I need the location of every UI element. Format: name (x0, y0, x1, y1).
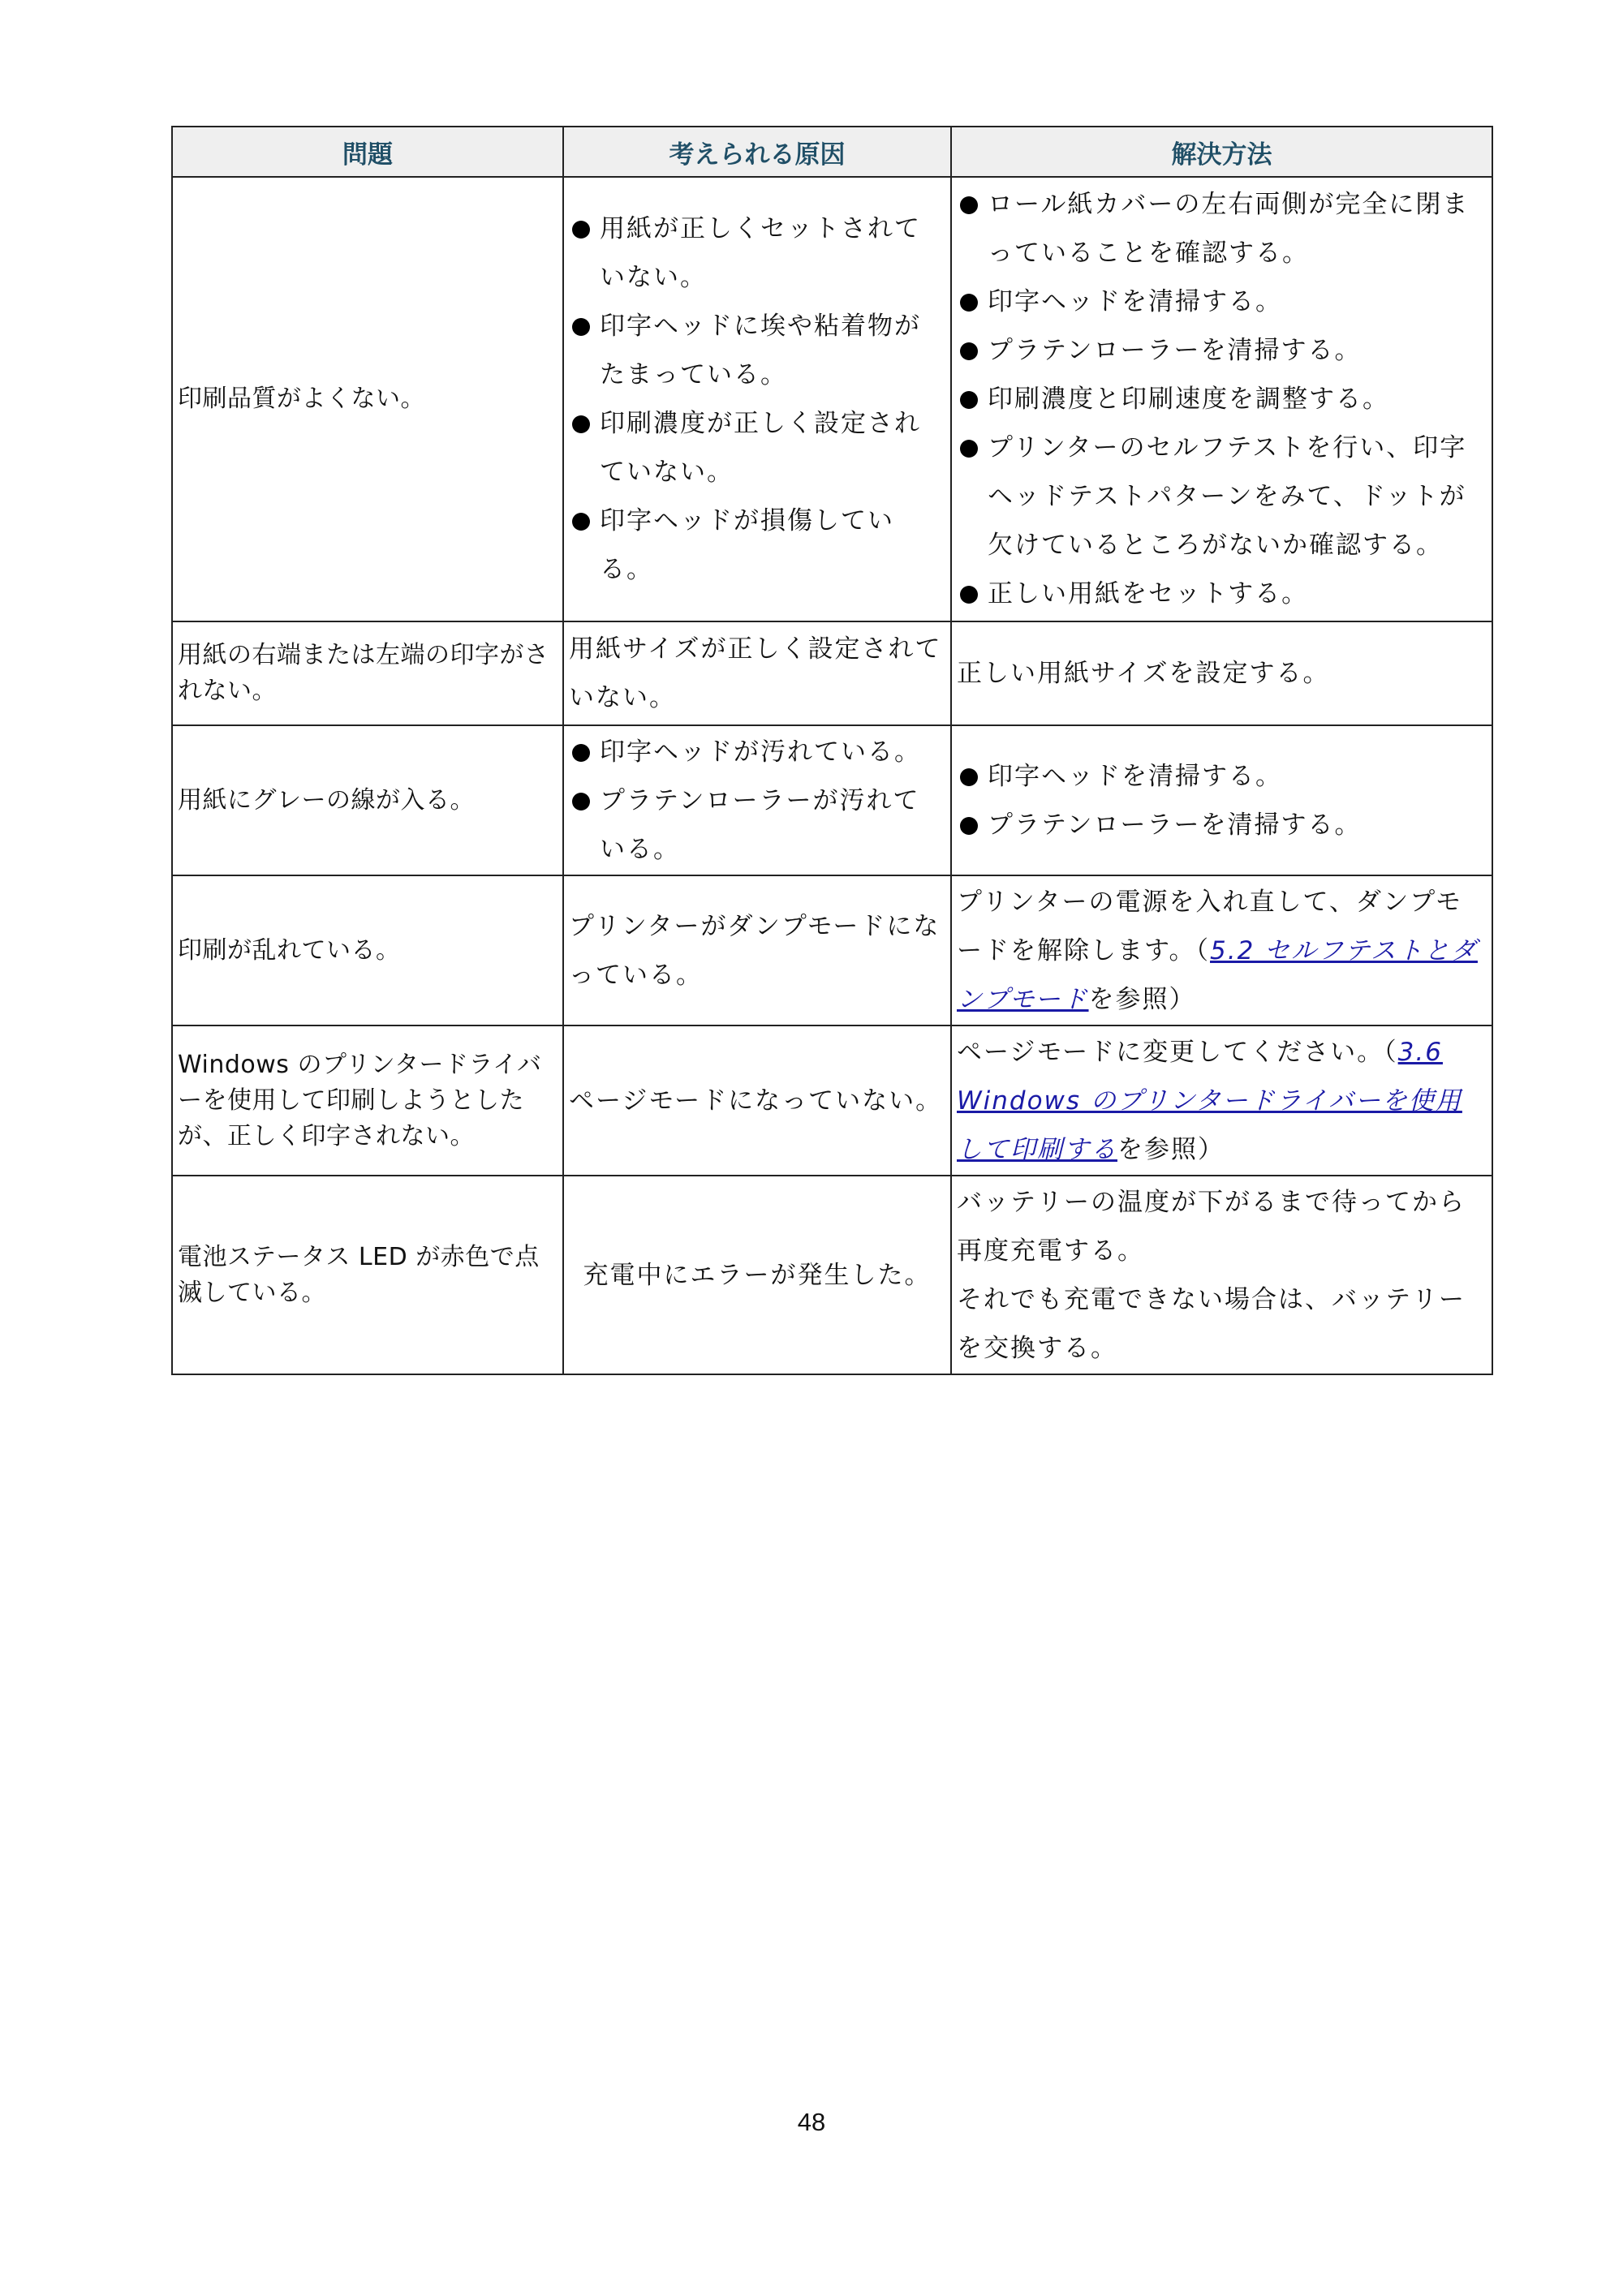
cause-text: 充電中にエラーが発生した。 (583, 1260, 932, 1290)
causes-cell (563, 177, 951, 621)
problem-text: 用紙の右端または左端の印字がされない。 (178, 641, 549, 705)
page-number: 48 (797, 2108, 826, 2136)
table-row (172, 725, 1492, 875)
list-item: プラテンローラーを清掃する。 (957, 801, 1487, 849)
table-row (172, 621, 1492, 725)
header-problem: 問題 (172, 127, 563, 177)
solutions-list (957, 752, 1487, 849)
causes-list (569, 204, 945, 594)
problem-cell (172, 1025, 563, 1176)
solution-text: プリンターの電源を入れ直して、ダンプモードを解除します。（ (957, 887, 1462, 965)
solution-text: ページモードに変更してください。（ (957, 1037, 1398, 1067)
table-row (172, 1176, 1492, 1374)
header-causes: 考えられる原因 (563, 127, 951, 177)
table-row (172, 875, 1492, 1025)
causes-cell (563, 1025, 951, 1176)
list-item: プラテンローラーを清掃する。 (957, 326, 1487, 375)
list-item: プリンターのセルフテストを行い、印字ヘッドテストパターンをみて、ドットが欠けているところがないか確認する。 (957, 424, 1487, 570)
cause-text: プリンターがダンプモードになっている。 (569, 911, 941, 990)
causes-cell (563, 725, 951, 875)
solutions-cell (951, 177, 1492, 621)
troubleshooting-table (171, 126, 1493, 1375)
windows-driver-reference-link[interactable]: 3.6 Windows のプリンタードライバーを使用して印刷する (957, 1037, 1462, 1164)
causes-cell (563, 1176, 951, 1374)
list-item: 正しい用紙をセットする。 (957, 570, 1487, 618)
causes-cell (563, 621, 951, 725)
cause-text: 用紙サイズが正しく設定されていない。 (569, 634, 942, 712)
problem-cell (172, 1176, 563, 1374)
list-item: 用紙が正しくセットされていない。 (569, 204, 945, 302)
list-item: 印刷濃度と印刷速度を調整する。 (957, 375, 1487, 424)
causes-list (569, 728, 945, 874)
solutions-cell (951, 1025, 1492, 1176)
table-row (172, 1025, 1492, 1176)
header-solutions: 解決方法 (951, 127, 1492, 177)
causes-cell (563, 875, 951, 1025)
list-item: ロール紙カバーの左右両側が完全に閉まっていることを確認する。 (957, 180, 1487, 277)
solutions-cell (951, 725, 1492, 875)
solutions-cell (951, 875, 1492, 1025)
list-item: 印字ヘッドが汚れている。 (569, 728, 945, 776)
problem-cell (172, 621, 563, 725)
solution-line: バッテリーの温度が下がるまで待ってから再度充電する。 (957, 1187, 1466, 1266)
list-item: プラテンローラーが汚れている。 (569, 776, 945, 874)
problem-text: 用紙にグレーの線が入る。 (178, 785, 475, 815)
list-item: 印字ヘッドに埃や粘着物がたまっている。 (569, 302, 945, 399)
solution-suffix: を参照） (1117, 1134, 1225, 1164)
problem-cell (172, 875, 563, 1025)
list-item: 印字ヘッドが損傷している。 (569, 497, 945, 594)
list-item: 印字ヘッドを清掃する。 (957, 277, 1487, 326)
problem-cell (172, 725, 563, 875)
solutions-cell (951, 1176, 1492, 1374)
solution-suffix: を参照） (1088, 984, 1196, 1014)
solution-line: それでも充電できない場合は、バッテリーを交換する。 (957, 1284, 1466, 1363)
problem-text: 電池ステータス LED が赤色で点滅している。 (178, 1242, 540, 1307)
problem-cell (172, 177, 563, 621)
list-item: 印刷濃度が正しく設定されていない。 (569, 399, 945, 497)
problem-text: Windows のプリンタードライバーを使用して印刷しようとしたが、正しく印字されない。 (178, 1050, 542, 1150)
list-item: 印字ヘッドを清掃する。 (957, 752, 1487, 801)
problem-text: 印刷が乱れている。 (178, 935, 401, 965)
dump-mode-reference-link[interactable]: 5.2 セルフテストとダンプモード (957, 935, 1478, 1014)
solution-text: 正しい用紙サイズを設定する。 (957, 659, 1330, 688)
solutions-cell (951, 621, 1492, 725)
table-row (172, 177, 1492, 621)
table-header-row (172, 127, 1492, 177)
cause-text: ページモードになっていない。 (569, 1086, 943, 1116)
solutions-list (957, 180, 1487, 618)
problem-text: 印刷品質がよくない。 (178, 385, 425, 413)
